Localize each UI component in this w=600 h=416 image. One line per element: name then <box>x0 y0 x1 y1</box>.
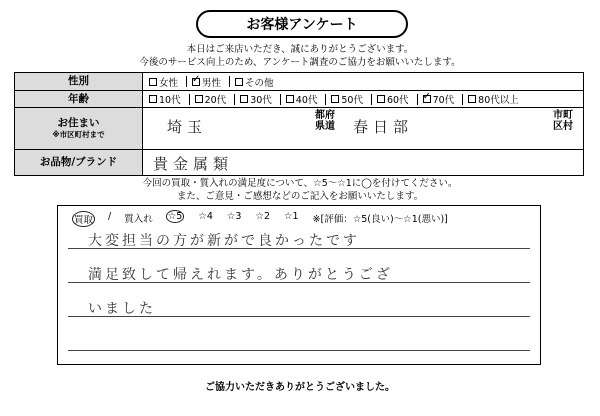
age-option[interactable] <box>377 92 409 106</box>
prefecture-suffix-label <box>315 110 335 132</box>
star-option[interactable]: ☆4 <box>198 211 213 222</box>
age-separator <box>234 94 235 105</box>
age-separator <box>371 94 372 105</box>
gender-checkbox[interactable] <box>149 78 157 86</box>
intro-line-1: 本日はご来店いただき、誠にありがとうございます。 <box>186 44 414 55</box>
age-separator <box>462 94 463 105</box>
gender-option[interactable] <box>235 75 274 89</box>
gender-row <box>15 73 583 90</box>
star-option[interactable]: ☆1 <box>283 211 299 222</box>
age-option-label: 80代以上 <box>478 95 519 106</box>
age-options <box>149 91 527 107</box>
age-checkbox[interactable] <box>240 95 248 103</box>
age-checkbox[interactable] <box>331 95 339 103</box>
prefecture-value[interactable]: 埼玉 <box>167 118 208 136</box>
age-option-label: 60代 <box>386 95 409 106</box>
age-option-label: 50代 <box>341 95 363 106</box>
age-checkbox[interactable] <box>423 95 431 103</box>
ruled-line-4 <box>68 350 530 351</box>
age-option-label: 10代 <box>159 95 181 106</box>
age-row <box>15 90 583 107</box>
age-option[interactable] <box>331 92 363 106</box>
gender-separator <box>229 76 230 87</box>
age-separator <box>280 94 281 105</box>
age-checkbox[interactable] <box>286 95 294 103</box>
age-option[interactable] <box>423 92 455 106</box>
city-suffix-top: 市町 <box>553 110 573 121</box>
customer-info-form <box>14 72 584 176</box>
age-option-label: 70代 <box>432 95 455 106</box>
gender-option[interactable] <box>192 75 221 89</box>
gender-label: 性別 <box>15 73 143 90</box>
age-option-label: 20代 <box>204 95 227 106</box>
age-checkbox[interactable] <box>468 95 476 103</box>
item-value[interactable]: 貴金属類 <box>153 155 234 173</box>
age-option[interactable] <box>195 92 227 106</box>
survey-intro-line-2: また、ご意見・ご感想などのご記入をお願いいたします。 <box>176 191 424 202</box>
gender-separator <box>186 76 187 87</box>
age-option-label: 40代 <box>295 95 318 106</box>
address-sublabel: ※市区町村まで <box>52 129 105 139</box>
city-value[interactable]: 春日部 <box>353 118 414 136</box>
form-title: お客様アンケート <box>196 10 408 38</box>
rating-row <box>72 211 532 227</box>
age-option[interactable] <box>240 92 272 106</box>
prefecture-suffix-top: 都府 <box>315 110 335 121</box>
age-separator <box>189 94 190 105</box>
age-label: 年齢 <box>15 91 143 107</box>
age-checkbox[interactable] <box>377 95 385 103</box>
city-suffix-label <box>553 110 573 132</box>
star-option[interactable]: ☆2 <box>255 211 270 222</box>
footer-thanks: ご協力いただきありがとうございました。 <box>205 382 395 393</box>
star-option[interactable]: ☆3 <box>226 211 242 222</box>
star-option[interactable]: ☆5 <box>167 211 183 222</box>
age-option-label: 30代 <box>250 95 272 106</box>
comment-line-3[interactable]: いました <box>88 301 156 317</box>
gender-option[interactable] <box>149 75 178 89</box>
gender-options <box>149 73 282 90</box>
comment-box <box>57 205 541 365</box>
purchase-option[interactable]: 買取 <box>72 211 95 227</box>
gender-checkbox[interactable] <box>235 78 243 86</box>
gender-option-label: 男性 <box>202 77 222 89</box>
rating-slash: / <box>108 211 112 222</box>
item-label: お品物/ブランド <box>15 150 143 175</box>
pawn-option[interactable]: 質入れ <box>124 214 153 225</box>
gender-checkbox[interactable] <box>192 78 200 86</box>
age-separator <box>417 94 418 105</box>
city-suffix-bottom: 区村 <box>553 121 573 132</box>
address-label-text: お住まい <box>57 116 100 129</box>
age-checkbox[interactable] <box>149 95 157 103</box>
age-option[interactable] <box>468 92 519 106</box>
age-option[interactable] <box>286 92 318 106</box>
age-separator <box>325 94 326 105</box>
star-options <box>166 211 313 227</box>
gender-option-label: その他 <box>245 77 274 89</box>
rating-legend: ※[評価：☆5(良い)～☆1(悪い)] <box>312 214 448 225</box>
comment-line-2[interactable]: 満足致して帰えれます。ありがとうござ <box>88 267 393 283</box>
survey-intro-line-1: 今回の買取・質入れの満足度について、☆5～☆1に◯を付けてください。 <box>142 178 458 189</box>
age-option[interactable] <box>149 92 181 106</box>
address-row <box>15 107 583 149</box>
address-label <box>15 108 143 149</box>
intro-line-2: 今後のサービス向上のため、アンケート調査のご協力をお願いいたします。 <box>139 57 461 68</box>
comment-line-1[interactable]: 大変担当の方が新がで良かったです <box>88 233 360 249</box>
prefecture-suffix-bottom: 県道 <box>315 121 335 132</box>
item-row <box>15 149 583 175</box>
gender-option-label: 女性 <box>159 77 179 89</box>
age-checkbox[interactable] <box>195 95 203 103</box>
